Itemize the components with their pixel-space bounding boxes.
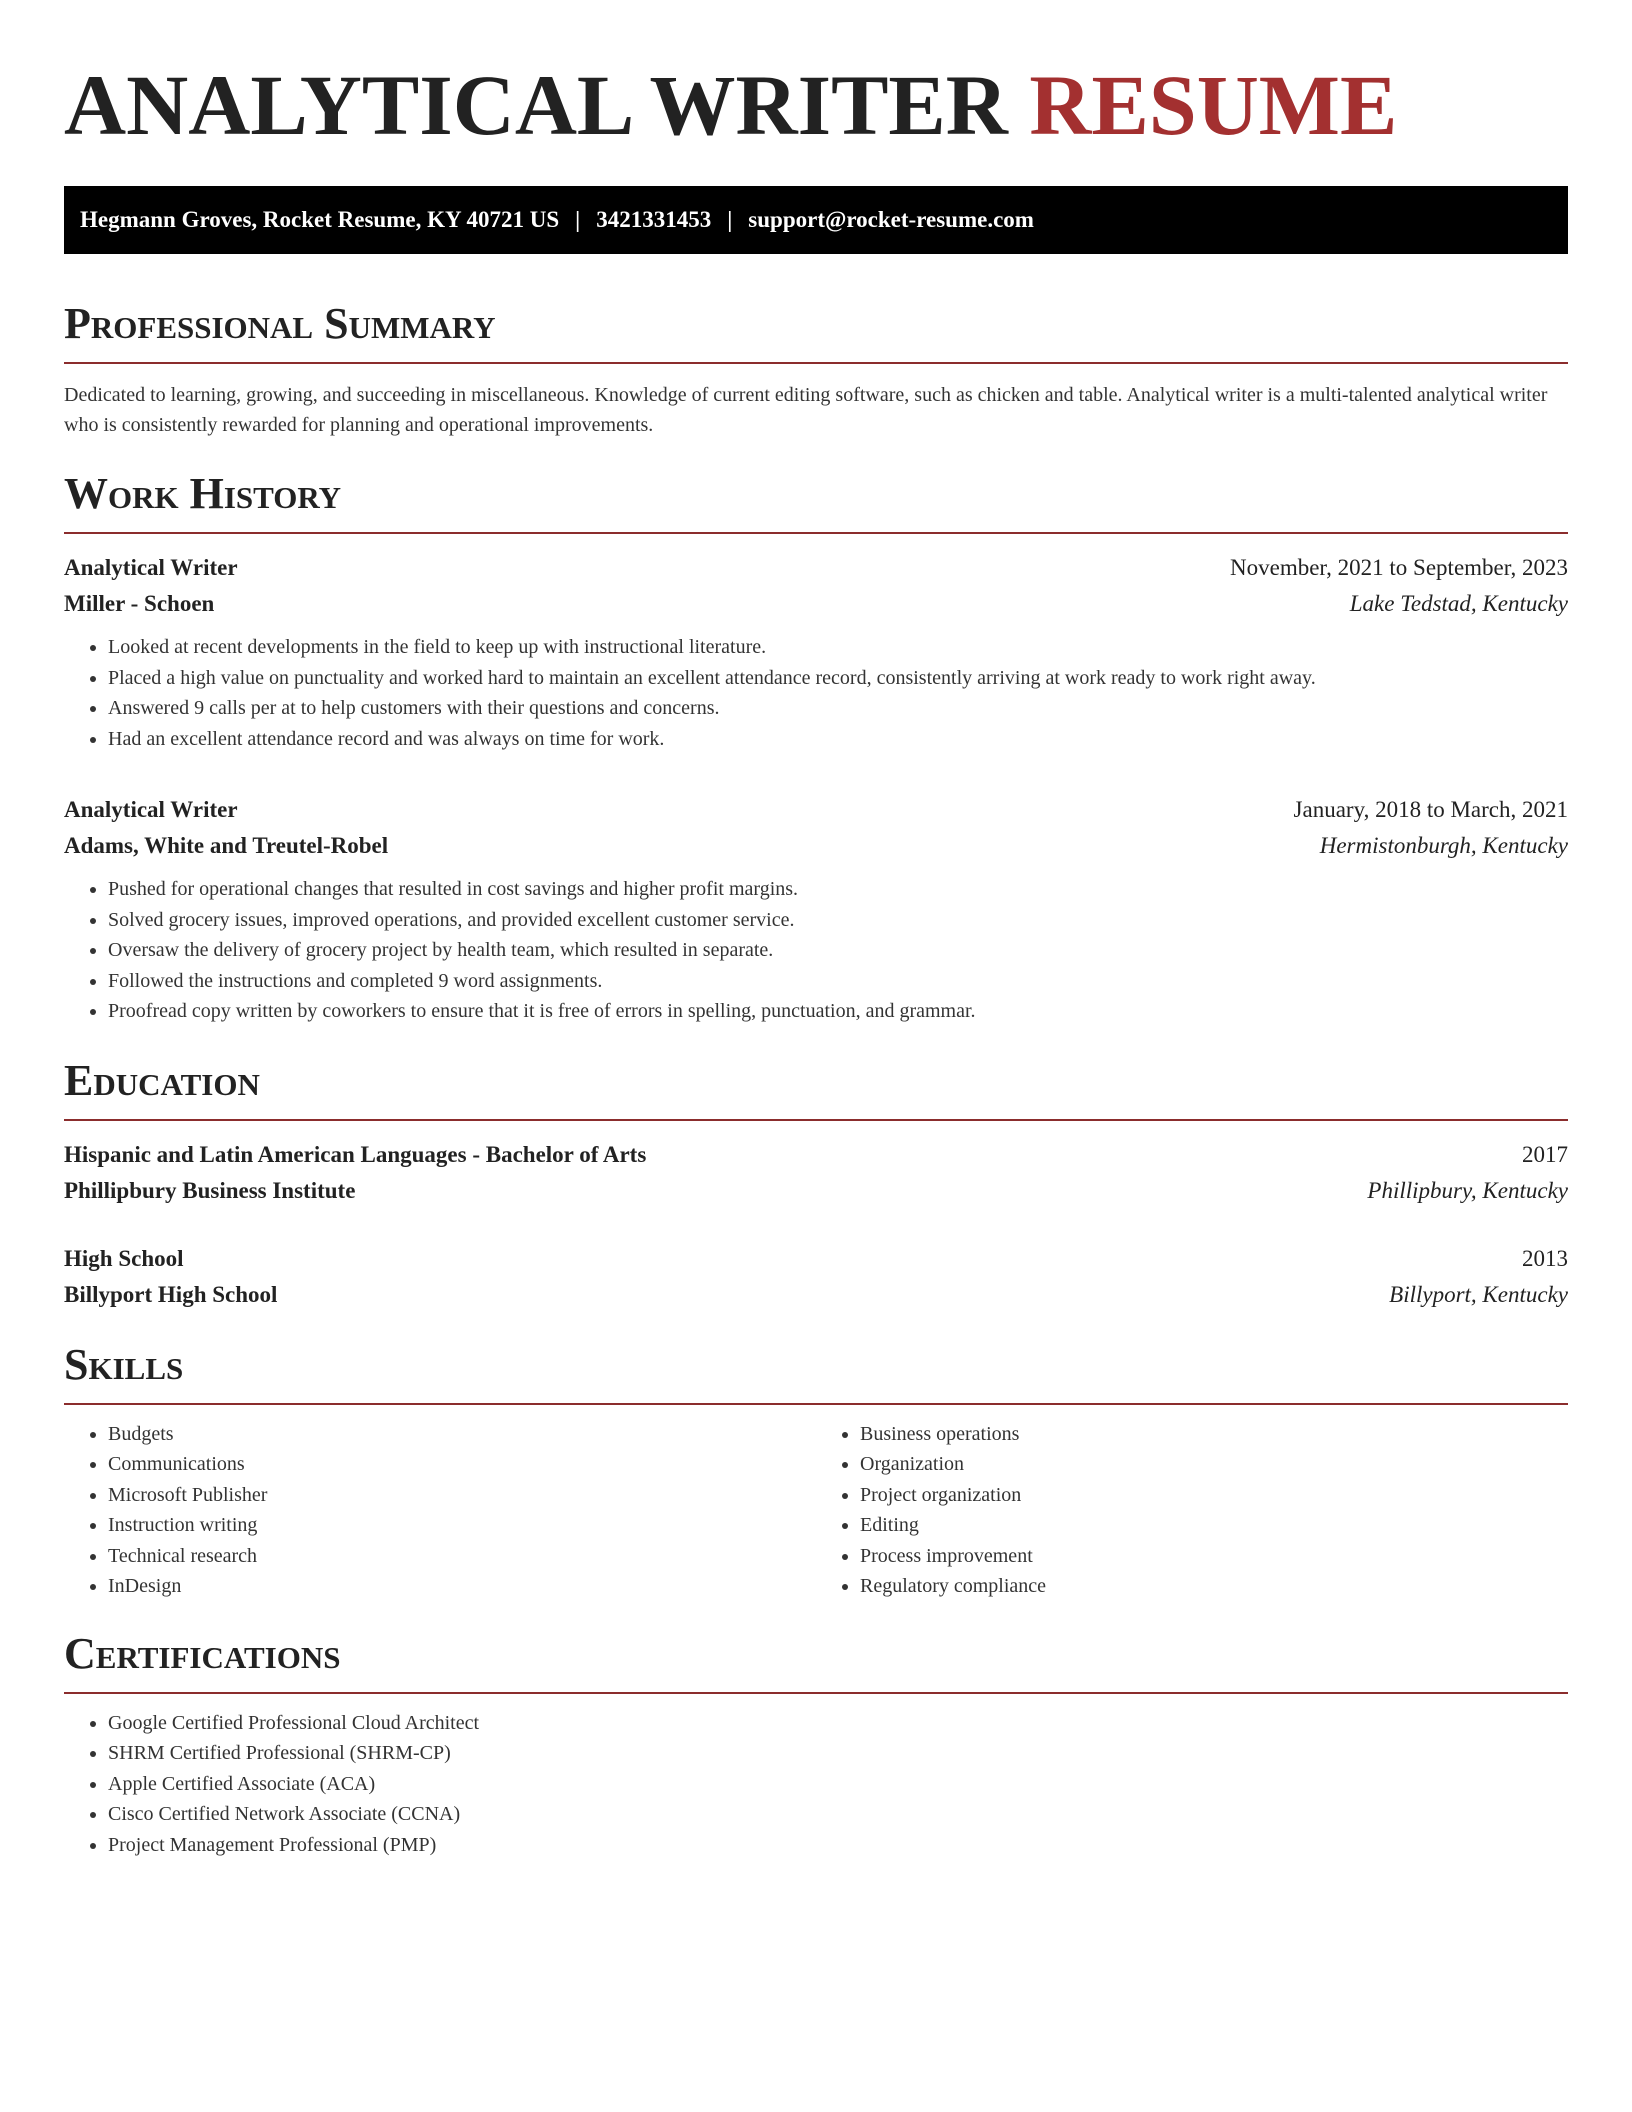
list-item: • Proofread copy written by coworkers to ensure that it is free of errors in spelling, punctuation, and grammar. [108, 996, 1568, 1027]
list-item: • Communications [108, 1449, 816, 1480]
job-dates: November, 2021 to September, 2023 [1230, 555, 1568, 580]
job-company: Miller - Schoen [64, 591, 215, 616]
list-item: • Solved grocery issues, improved operations, and provided excellent customer service. [108, 905, 1568, 936]
job-location: Hermistonburgh, Kentucky [1319, 833, 1568, 858]
list-item: • Had an excellent attendance record and was always on time for work. [108, 724, 1568, 755]
certifications-section [64, 1628, 1568, 1861]
list-item: • Google Certified Professional Cloud Architect [108, 1708, 1568, 1739]
list-item: • Process improvement [860, 1541, 1568, 1572]
work-history-section [64, 468, 1568, 1027]
summary-text: Dedicated to learning, growing, and succeeding in miscellaneous. Knowledge of current editing software, such as chicken and table. Analytical writer is a multi-talented analytical writer who is consistently rewarded for planning and operational improvements. [64, 384, 1548, 436]
list-item: • Pushed for operational changes that resulted in cost savings and higher profit margins. [108, 874, 1568, 905]
list-item: • SHRM Certified Professional (SHRM-CP) [108, 1738, 1568, 1769]
education-heading: Education [64, 1055, 260, 1105]
job-title: Analytical Writer [64, 797, 238, 822]
job-location: Lake Tedstad, Kentucky [1349, 591, 1568, 616]
contact-bar [64, 186, 1568, 254]
contact-email: support@rocket-resume.com [748, 207, 1034, 232]
summary-heading: Professional Summary [64, 299, 496, 348]
list-item: • Business operations [860, 1419, 1568, 1450]
resume-title [64, 58, 1568, 152]
education-degree-row [64, 1241, 1568, 1277]
job-title-row [64, 792, 1568, 828]
section-divider [64, 362, 1568, 364]
list-item: • Organization [860, 1449, 1568, 1480]
education-location: Phillipbury, Kentucky [1367, 1177, 1568, 1203]
list-item: • Budgets [108, 1419, 816, 1450]
job-company: Adams, White and Treutel-Robel [64, 833, 389, 858]
list-item: • Oversaw the delivery of grocery project by health team, which resulted in separate. [108, 935, 1568, 966]
list-item: • Cisco Certified Network Associate (CCNA) [108, 1799, 1568, 1830]
contact-phone: 3421331453 [596, 207, 712, 232]
skills-section [64, 1339, 1568, 1602]
education-degree: High School [64, 1245, 184, 1271]
education-year: 2017 [1522, 1141, 1568, 1167]
work-history-heading: Work History [64, 469, 342, 518]
education-school-row [64, 1277, 1568, 1313]
job-company-row [64, 828, 1568, 864]
skills-heading: Skills [64, 1339, 184, 1389]
list-item: • InDesign [108, 1571, 816, 1602]
list-item: • Regulatory compliance [860, 1571, 1568, 1602]
title-accent: RESUME [1029, 57, 1398, 153]
education-school-row [64, 1173, 1568, 1209]
summary-section [64, 298, 1568, 440]
job-bullets [64, 632, 1568, 754]
section-divider [64, 532, 1568, 534]
list-item: • Looked at recent developments in the field to keep up with instructional literature. [108, 632, 1568, 663]
contact-separator: | [575, 207, 581, 232]
title-main: ANALYTICAL WRITER [64, 57, 1008, 153]
education-school: Phillipbury Business Institute [64, 1177, 356, 1203]
section-divider [64, 1119, 1568, 1121]
list-item: • Project Management Professional (PMP) [108, 1830, 1568, 1861]
job-dates: January, 2018 to March, 2021 [1293, 797, 1568, 822]
list-item: • Technical research [108, 1541, 816, 1572]
skills-grid [64, 1419, 1568, 1602]
contact-separator: | [727, 207, 733, 232]
education-year: 2013 [1522, 1245, 1568, 1271]
education-school: Billyport High School [64, 1281, 278, 1307]
job-bullets [64, 874, 1568, 1027]
skills-list-left [64, 1419, 816, 1602]
education-location: Billyport, Kentucky [1389, 1281, 1568, 1307]
education-degree: Hispanic and Latin American Languages - Bachelor of Arts [64, 1141, 647, 1167]
section-divider [64, 1403, 1568, 1405]
list-item: • Followed the instructions and completed 9 word assignments. [108, 966, 1568, 997]
list-item: • Editing [860, 1510, 1568, 1541]
job-entry [64, 550, 1568, 754]
contact-address: Hegmann Groves, Rocket Resume, KY 40721 US [80, 207, 560, 232]
section-divider [64, 1692, 1568, 1694]
certifications-heading: Certifications [64, 1628, 341, 1678]
job-title-row [64, 550, 1568, 586]
education-entry [64, 1137, 1568, 1209]
job-company-row [64, 586, 1568, 622]
list-item: • Microsoft Publisher [108, 1480, 816, 1511]
job-entry [64, 792, 1568, 1027]
skills-list-right [816, 1419, 1568, 1602]
list-item: • Apple Certified Associate (ACA) [108, 1769, 1568, 1800]
education-entry [64, 1241, 1568, 1313]
list-item: • Answered 9 calls per at to help customers with their questions and concerns. [108, 693, 1568, 724]
list-item: • Project organization [860, 1480, 1568, 1511]
list-item: • Instruction writing [108, 1510, 816, 1541]
job-title: Analytical Writer [64, 555, 238, 580]
education-degree-row [64, 1137, 1568, 1173]
list-item: • Placed a high value on punctuality and worked hard to maintain an excellent attendance record, consistently arriving at work ready to work right away. [108, 663, 1568, 694]
education-section [64, 1055, 1568, 1313]
certifications-list [64, 1708, 1568, 1861]
